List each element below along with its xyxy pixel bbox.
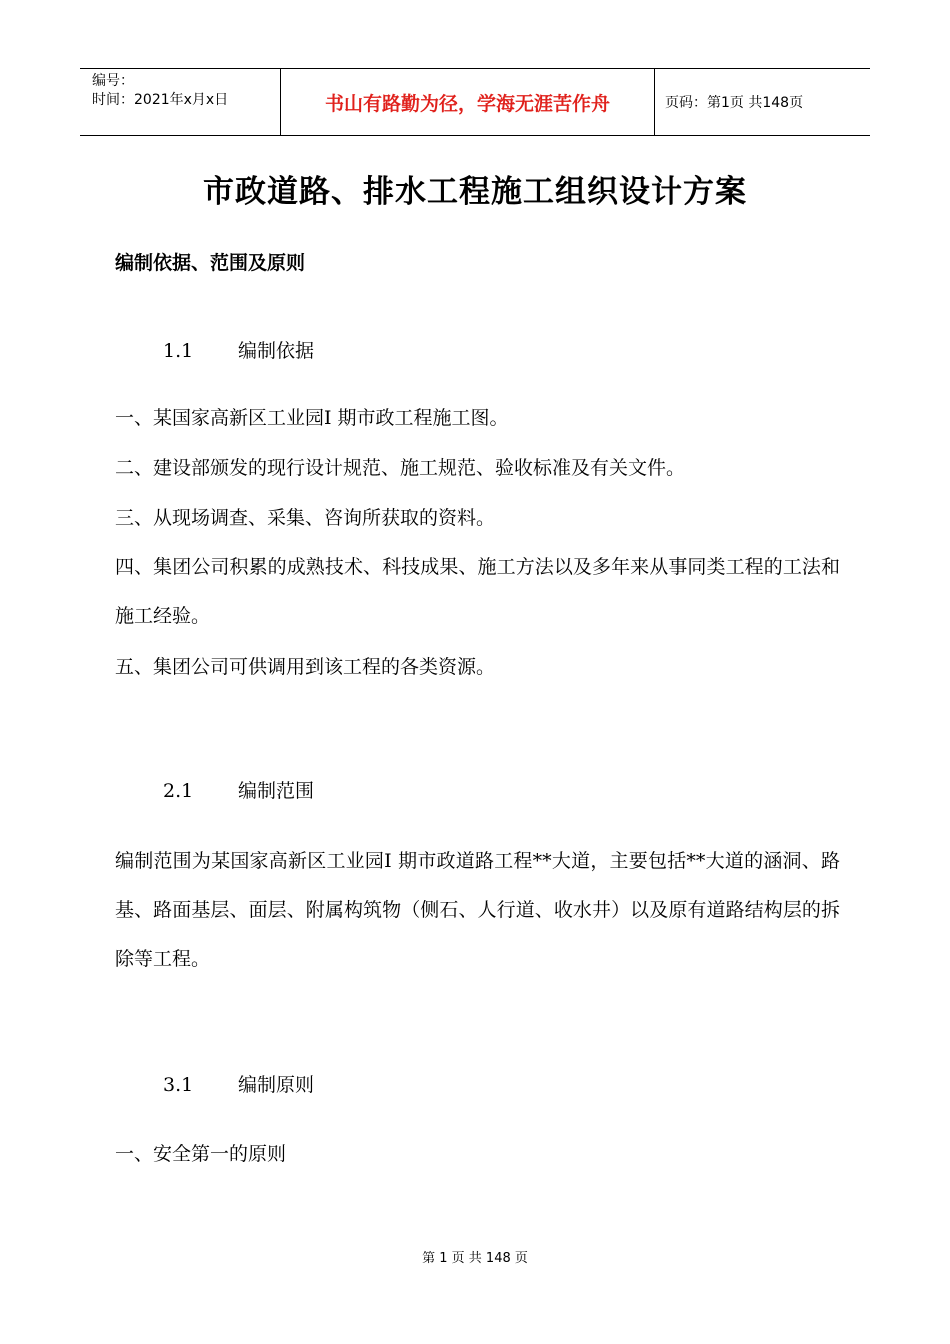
list-item: 二、建设部颁发的现行设计规范、施工规范、验收标准及有关文件。 (115, 457, 686, 479)
header-table (80, 68, 870, 136)
subsection-title: 编制依据 (238, 340, 315, 362)
header-page-info: 页码：第1页 共148页 (665, 95, 804, 111)
section-heading: 编制依据、范围及原则 (115, 252, 306, 274)
page-footer: 第 1 页 共 148 页 (422, 1251, 528, 1266)
header-left-cell (80, 69, 281, 135)
subsection-title: 编制范围 (238, 780, 315, 802)
list-item: 一、某国家高新区工业园Ⅰ 期市政工程施工图。 (115, 407, 509, 429)
document-title: 市政道路、排水工程施工组织设计方案 (203, 174, 747, 210)
header-date-label: 时间：2021年x月x日 (92, 92, 229, 108)
subsection-heading-2 (163, 776, 314, 803)
list-item: 四、集团公司积累的成熟技术、科技成果、施工方法以及多年来从事同类工程的工法和施工经验。 (115, 556, 840, 627)
scope-paragraph: 编制范围为某国家高新区工业园Ⅰ 期市政道路工程**大道，主要包括**大道的涵洞、路基、路面基层、面层、附属构筑物（侧石、人行道、收水井）以及原有道路结构层的拆除等工程。 (115, 850, 840, 970)
subsection-number: 2.1 (163, 780, 194, 802)
header-motto: 书山有路勤为径，学海无涯苦作舟 (281, 69, 655, 135)
list-item: 一、安全第一的原则 (115, 1143, 287, 1165)
header-number-label: 编号： (92, 73, 134, 89)
list-item: 三、从现场调查、采集、咨询所获取的资料。 (115, 507, 496, 529)
subsection-heading-1 (163, 336, 314, 363)
subsection-number: 1.1 (163, 340, 194, 362)
subsection-heading-3 (163, 1070, 314, 1097)
subsection-title: 编制原则 (238, 1074, 315, 1096)
list-item: 五、集团公司可供调用到该工程的各类资源。 (115, 656, 496, 678)
subsection-number: 3.1 (163, 1074, 194, 1096)
